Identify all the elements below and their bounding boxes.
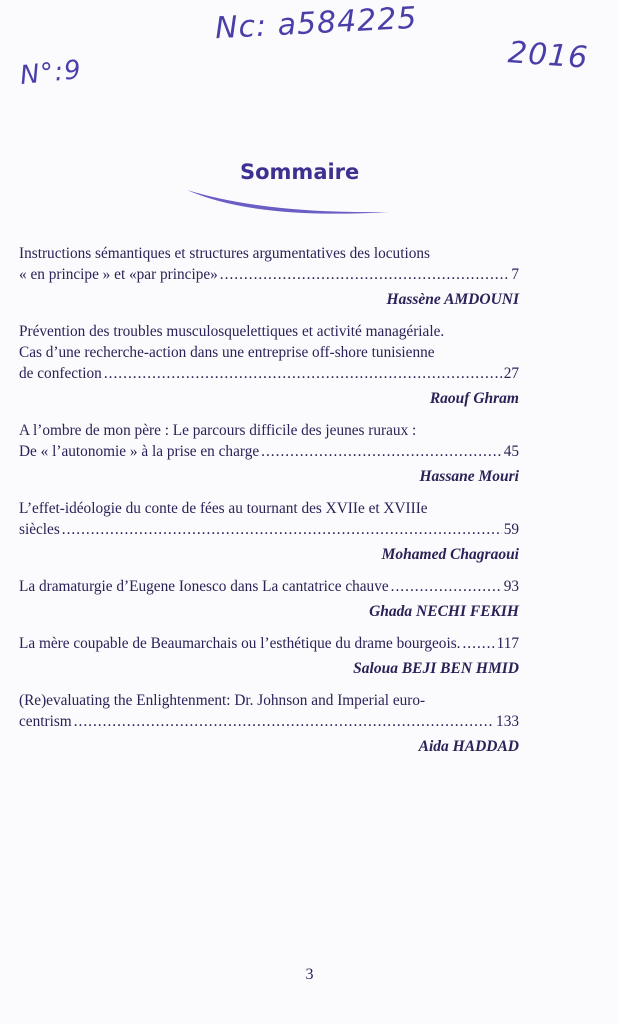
entry-author: Raouf Ghram bbox=[429, 390, 519, 407]
entry-title-last-line: La dramaturgie d’Eugene Ionesco dans La cantatrice chauve bbox=[19, 578, 389, 595]
page-number: 3 bbox=[305, 966, 314, 983]
entry-title-last-line: « en principe » et «par principe» bbox=[19, 266, 218, 283]
toc-entry bbox=[19, 576, 519, 623]
entry-title-line: (Re)evaluating the Enlightenment: Dr. Johnson and Imperial euro- bbox=[19, 692, 426, 709]
dot-leader bbox=[462, 633, 494, 654]
entry-title-last-line: De « l’autonomie » à la prise en charge bbox=[19, 443, 260, 460]
entry-leader-line bbox=[19, 576, 519, 597]
entry-leader-line bbox=[19, 441, 519, 462]
entry-page-number: 117 bbox=[496, 635, 519, 652]
dot-leader bbox=[261, 441, 502, 462]
dot-leader bbox=[220, 264, 510, 285]
entry-author: Saloua BEJI BEN HMID bbox=[353, 660, 519, 677]
entry-leader-line bbox=[19, 519, 519, 540]
dot-leader bbox=[74, 711, 494, 732]
dot-leader bbox=[62, 519, 502, 540]
entry-leader-line bbox=[19, 264, 519, 285]
entry-page-number: 93 bbox=[503, 578, 519, 595]
title-swoosh-decoration bbox=[185, 186, 395, 222]
entry-author: Mohamed Chagraoui bbox=[381, 546, 519, 563]
entry-page-number: 27 bbox=[503, 365, 519, 382]
entry-author: Aida HADDAD bbox=[418, 738, 519, 755]
entry-title-line: Prévention des troubles musculosquelettiques et activité managériale. bbox=[19, 323, 445, 340]
entry-title-last-line: La mère coupable de Beaumarchais ou l’esthétique du drame bourgeois. bbox=[19, 635, 461, 652]
toc-entry bbox=[19, 243, 519, 311]
toc-entry bbox=[19, 321, 519, 410]
entry-leader-line bbox=[19, 363, 519, 384]
handwritten-reference: Nc: a584225 bbox=[214, 0, 419, 47]
toc-entry bbox=[19, 420, 519, 488]
entry-page-number: 45 bbox=[503, 443, 519, 460]
entry-title-last-line: centrism bbox=[19, 713, 72, 730]
entry-leader-line bbox=[19, 633, 519, 654]
entry-title-last-line: siècles bbox=[19, 521, 60, 538]
entry-author: Hassane Mouri bbox=[419, 468, 519, 485]
entry-page-number: 133 bbox=[496, 713, 519, 730]
entry-title-line: Cas d’une recherche-action dans une entreprise off-shore tunisienne bbox=[19, 344, 435, 361]
entry-title-line: L’effet-idéologie du conte de fées au tournant des XVIIe et XVIIIe bbox=[19, 500, 428, 517]
entry-author: Hassène AMDOUNI bbox=[386, 291, 519, 308]
entry-author: Ghada NECHI FEKIH bbox=[369, 603, 519, 620]
entry-title-last-line: de confection bbox=[19, 365, 102, 382]
entry-page-number: 59 bbox=[503, 521, 519, 538]
entry-title-line: Instructions sémantiques et structures argumentatives des locutions bbox=[19, 245, 430, 262]
toc-entry bbox=[19, 690, 519, 758]
dot-leader bbox=[104, 363, 502, 384]
entry-title-line: A l’ombre de mon père : Le parcours difficile des jeunes ruraux : bbox=[19, 422, 417, 439]
table-of-contents bbox=[19, 243, 519, 768]
page-title: Sommaire bbox=[240, 160, 360, 184]
toc-entry bbox=[19, 633, 519, 680]
entry-page-number: 7 bbox=[511, 266, 519, 283]
dot-leader bbox=[391, 576, 502, 597]
toc-entry bbox=[19, 498, 519, 566]
handwritten-issue-number: N°:9 bbox=[18, 54, 84, 92]
entry-leader-line bbox=[19, 711, 519, 732]
handwritten-year: 2016 bbox=[506, 35, 590, 76]
